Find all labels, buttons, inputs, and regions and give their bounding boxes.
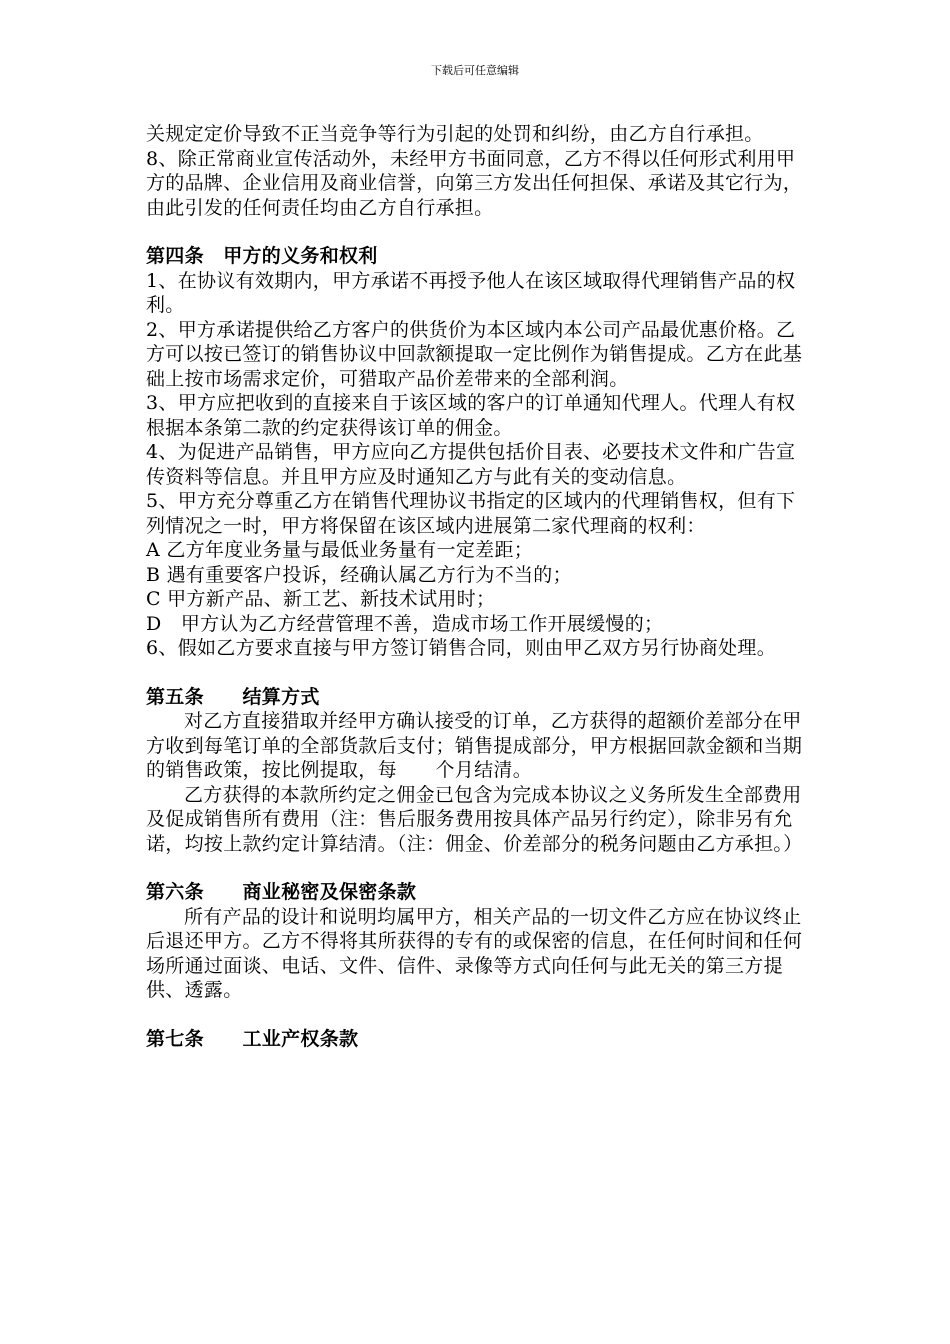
article-4-item-6: 6、假如乙方要求直接与甲方签订销售合同，则由甲乙双方另行协商处理。: [146, 637, 776, 659]
article-4-title: 第四条 甲方的义务和权利: [146, 245, 378, 267]
article-6-title: 第六条 商业秘密及保密条款: [146, 881, 417, 903]
article-6-paragraph-1: 所有产品的设计和说明均属甲方，相关产品的一切文件乙方应在协议终止后退还甲方。乙方不得将其所获得的专有的或保密的信息，在任何时间和任何场所通过面谈、电话、文件、信件、录像等方式向任何与此无关的第三方提供、透露。: [146, 905, 803, 1001]
article-4-item-5: 5、甲方充分尊重乙方在销售代理协议书指定的区域内的代理销售权，但有下列情况之一时，甲方将保留在该区域内进展第二家代理商的权利：: [146, 490, 796, 537]
article-7-title: 第七条 工业产权条款: [146, 1027, 359, 1050]
article-4-item-2: 2、甲方承诺提供给乙方客户的供货价为本区域内本公司产品最优惠价格。乙方可以按已签订的销售协议中回款额提取一定比例作为销售提成。乙方在此基础上按市场需求定价，可猎取产品价差带来的全部利润。: [146, 318, 803, 390]
paragraph-continuation: 关规定定价导致不正当竞争等行为引起的处罚和纠纷，由乙方自行承担。: [146, 123, 764, 145]
paragraph-item-8: 8、除正常商业宣传活动外，未经甲方书面同意，乙方不得以任何形式利用甲方的品牌、企业信用及商业信誉，向第三方发出任何担保、承诺及其它行为，由此引发的任何责任均由乙方自行承担。: [146, 147, 803, 219]
article-4-sub-item-a: A 乙方年度业务量与最低业务量有一定差距；: [146, 539, 534, 561]
article-4-sub-item-b: B 遇有重要客户投诉，经确认属乙方行为不当的；: [146, 563, 572, 586]
article-4-item-4: 4、为促进产品销售，甲方应向乙方提供包括价目表、必要技术文件和广告宣传资料等信息。并且甲方应及时通知乙方与此有关的变动信息。: [146, 441, 796, 488]
article-4-item-3: 3、甲方应把收到的直接来自于该区域的客户的订单通知代理人。代理人有权根据本条第二款的约定获得该订单的佣金。: [146, 392, 796, 439]
article-5-paragraph-2: 乙方获得的本款所约定之佣金已包含为完成本协议之义务所发生全部费用及促成销售所有费用（注：售后服务费用按具体产品另行约定），除非另有允诺，均按上款约定计算结清。（注：佣金、价差部分的税务问题由乙方承担。）: [146, 783, 803, 855]
document-body: [146, 122, 812, 1051]
article-4-sub-item-c: C 甲方新产品、新工艺、新技术试用时；: [146, 588, 496, 610]
page-header: 下载后可任意编辑: [431, 64, 519, 77]
article-5-title: 第五条 结算方式: [146, 685, 320, 708]
article-4-item-1: 1、在协议有效期内，甲方承诺不再授予他人在该区域取得代理销售产品的权利。: [146, 269, 796, 316]
article-4-sub-item-d: D 甲方认为乙方经营管理不善，造成市场工作开展缓慢的；: [146, 612, 664, 635]
article-5-paragraph-1: 对乙方直接猎取并经甲方确认接受的订单，乙方获得的超额价差部分在甲方收到每笔订单的全部货款后支付；销售提成部分，甲方根据回款金额和当期的销售政策，按比例提取，每 个月结清。: [146, 710, 803, 781]
